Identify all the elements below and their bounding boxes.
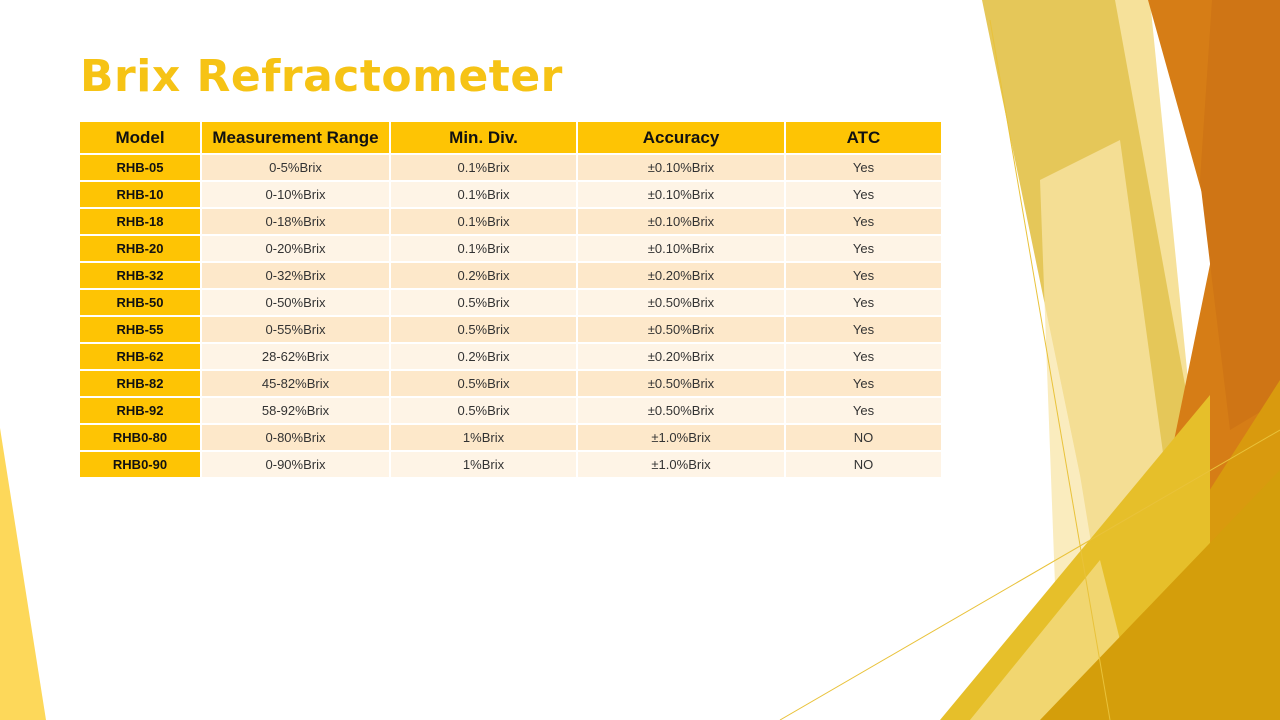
measurement-range-cell: 0-50%Brix <box>202 290 391 317</box>
min-div-cell: 0.2%Brix <box>391 263 578 290</box>
measurement-range-cell: 0-80%Brix <box>202 425 391 452</box>
min-div-cell: 0.1%Brix <box>391 182 578 209</box>
model-cell: RHB-62 <box>80 344 202 371</box>
accuracy-cell: ±0.10%Brix <box>578 155 786 182</box>
header-accuracy: Accuracy <box>578 122 786 155</box>
min-div-cell: 0.2%Brix <box>391 344 578 371</box>
accuracy-cell: ±0.20%Brix <box>578 263 786 290</box>
min-div-cell: 0.5%Brix <box>391 290 578 317</box>
header-model: Model <box>80 122 202 155</box>
model-cell: RHB0-90 <box>80 452 202 479</box>
model-cell: RHB-20 <box>80 236 202 263</box>
accuracy-cell: ±0.20%Brix <box>578 344 786 371</box>
left-accent-shape <box>0 428 46 720</box>
atc-cell: NO <box>786 452 941 479</box>
measurement-range-cell: 0-10%Brix <box>202 182 391 209</box>
accuracy-cell: ±0.10%Brix <box>578 236 786 263</box>
min-div-cell: 1%Brix <box>391 425 578 452</box>
min-div-cell: 0.1%Brix <box>391 236 578 263</box>
model-cell: RHB-18 <box>80 209 202 236</box>
accuracy-cell: ±0.10%Brix <box>578 209 786 236</box>
table-row <box>80 236 941 263</box>
model-cell: RHB-92 <box>80 398 202 425</box>
measurement-range-cell: 0-20%Brix <box>202 236 391 263</box>
accuracy-cell: ±0.50%Brix <box>578 371 786 398</box>
accuracy-cell: ±0.50%Brix <box>578 398 786 425</box>
table-row <box>80 425 941 452</box>
model-cell: RHB-82 <box>80 371 202 398</box>
header-atc: ATC <box>786 122 941 155</box>
atc-cell: Yes <box>786 155 941 182</box>
accuracy-cell: ±0.50%Brix <box>578 317 786 344</box>
min-div-cell: 0.5%Brix <box>391 317 578 344</box>
model-cell: RHB-50 <box>80 290 202 317</box>
accuracy-cell: ±0.50%Brix <box>578 290 786 317</box>
model-cell: RHB-32 <box>80 263 202 290</box>
accuracy-cell: ±0.10%Brix <box>578 182 786 209</box>
table-row <box>80 398 941 425</box>
min-div-cell: 0.1%Brix <box>391 209 578 236</box>
slide-title: Brix Refractometer <box>80 51 563 102</box>
atc-cell: Yes <box>786 209 941 236</box>
table-row <box>80 263 941 290</box>
atc-cell: NO <box>786 425 941 452</box>
measurement-range-cell: 0-55%Brix <box>202 317 391 344</box>
table-row <box>80 155 941 182</box>
measurement-range-cell: 0-32%Brix <box>202 263 391 290</box>
atc-cell: Yes <box>786 371 941 398</box>
atc-cell: Yes <box>786 344 941 371</box>
measurement-range-cell: 28-62%Brix <box>202 344 391 371</box>
model-cell: RHB-05 <box>80 155 202 182</box>
table-row <box>80 452 941 479</box>
table-row <box>80 209 941 236</box>
table-row <box>80 344 941 371</box>
min-div-cell: 0.5%Brix <box>391 398 578 425</box>
header-measurement-range: Measurement Range <box>202 122 391 155</box>
accuracy-cell: ±1.0%Brix <box>578 452 786 479</box>
table-header-row <box>80 122 941 155</box>
min-div-cell: 1%Brix <box>391 452 578 479</box>
table-row <box>80 317 941 344</box>
accuracy-cell: ±1.0%Brix <box>578 425 786 452</box>
min-div-cell: 0.5%Brix <box>391 371 578 398</box>
model-cell: RHB0-80 <box>80 425 202 452</box>
header-min-div: Min. Div. <box>391 122 578 155</box>
atc-cell: Yes <box>786 236 941 263</box>
model-cell: RHB-55 <box>80 317 202 344</box>
atc-cell: Yes <box>786 182 941 209</box>
measurement-range-cell: 0-5%Brix <box>202 155 391 182</box>
table-row <box>80 371 941 398</box>
atc-cell: Yes <box>786 398 941 425</box>
atc-cell: Yes <box>786 317 941 344</box>
model-cell: RHB-10 <box>80 182 202 209</box>
measurement-range-cell: 58-92%Brix <box>202 398 391 425</box>
table-row <box>80 182 941 209</box>
min-div-cell: 0.1%Brix <box>391 155 578 182</box>
measurement-range-cell: 0-18%Brix <box>202 209 391 236</box>
measurement-range-cell: 0-90%Brix <box>202 452 391 479</box>
table-row <box>80 290 941 317</box>
specification-table <box>80 122 941 479</box>
atc-cell: Yes <box>786 263 941 290</box>
measurement-range-cell: 45-82%Brix <box>202 371 391 398</box>
atc-cell: Yes <box>786 290 941 317</box>
